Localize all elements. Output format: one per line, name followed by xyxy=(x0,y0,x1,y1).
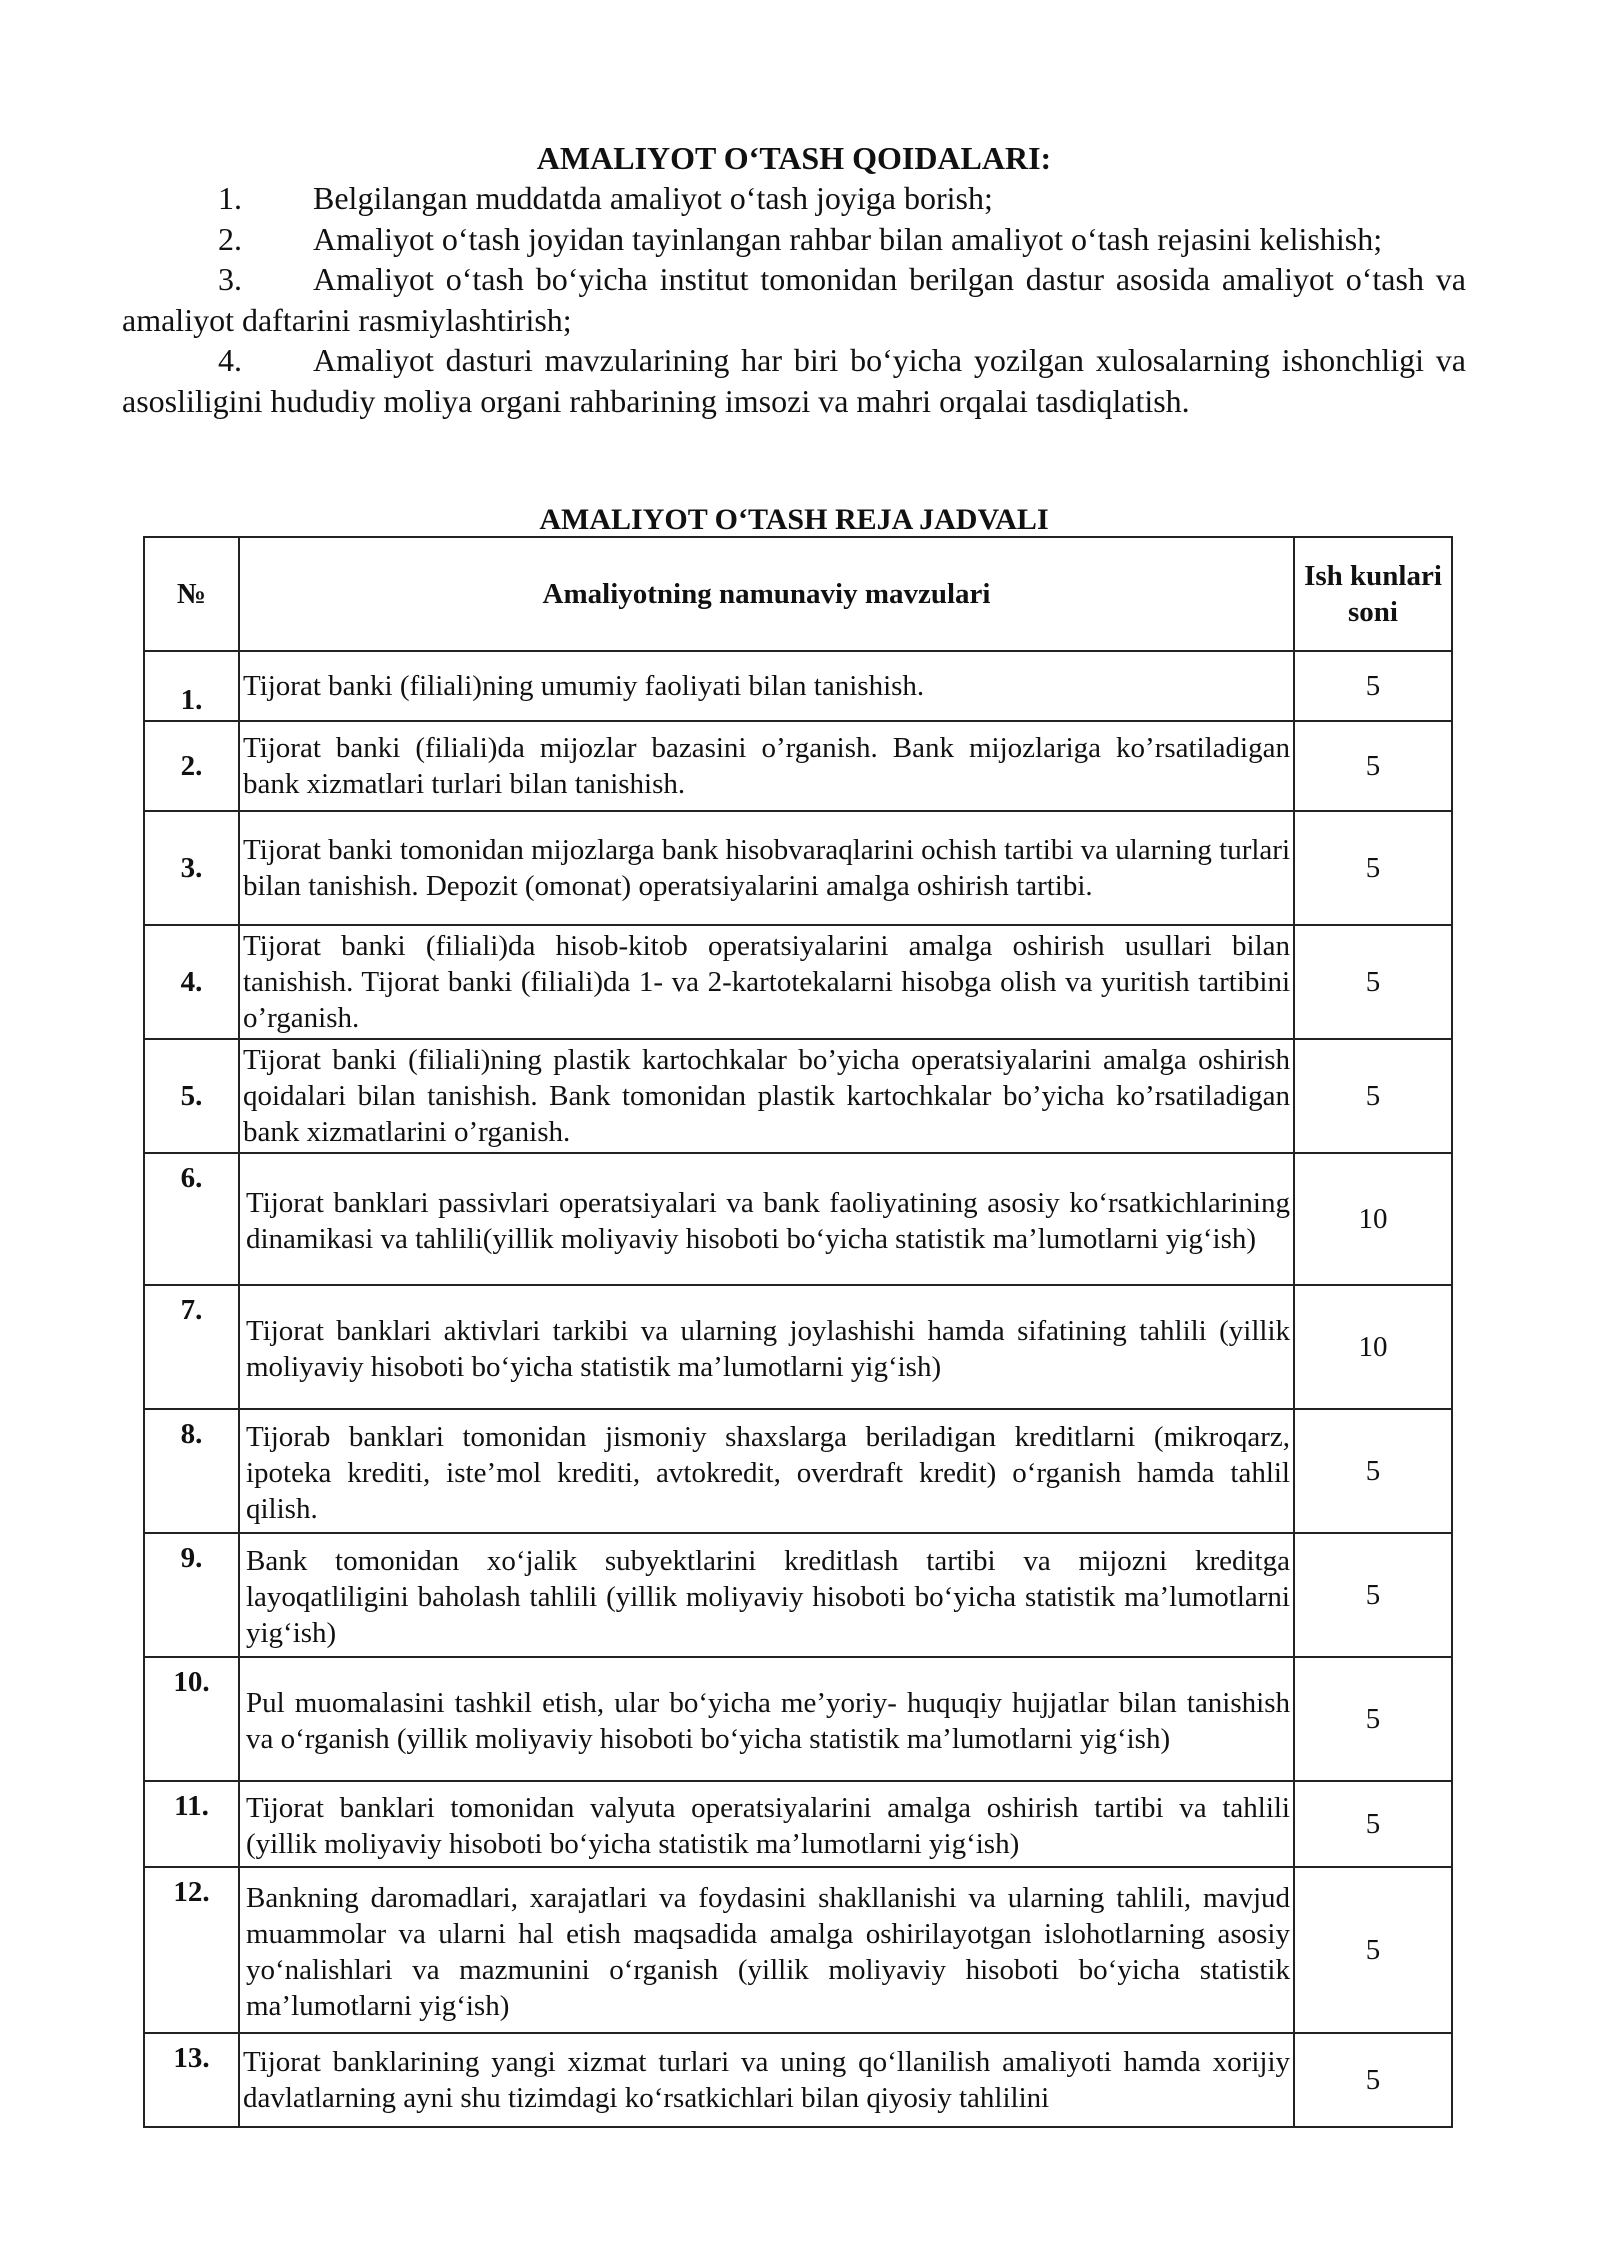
row-number: 10. xyxy=(144,1657,239,1781)
table-row xyxy=(144,651,1452,721)
rule-text: Amaliyot dasturi mavzularining har biri bo‘yicha yozilgan xulosalarning ishonchligi va asosliligini hududiy moliya organi rahbarining imsozi va mahri orqalai tasdiqlatish. xyxy=(122,342,1466,419)
table-row xyxy=(144,1657,1452,1781)
row-number: 6. xyxy=(144,1153,239,1285)
table-row xyxy=(144,1867,1452,2033)
row-number: 5. xyxy=(144,1039,239,1153)
table-row xyxy=(144,2033,1452,2127)
row-days: 5 xyxy=(1294,1533,1452,1657)
header-days: Ish kunlari soni xyxy=(1294,537,1452,651)
rule-number: 1. xyxy=(218,180,242,216)
row-days: 5 xyxy=(1294,925,1452,1039)
row-topic: Tijorat banklarining yangi xizmat turlari va uning qo‘llanilish amaliyoti hamda xorijiy davlatlarning ayni shu tizimdagi ko‘rsatkichlari bilan qiyosiy tahlilini xyxy=(239,2033,1294,2127)
row-number: 13. xyxy=(144,2033,239,2127)
row-number: 9. xyxy=(144,1533,239,1657)
row-days: 5 xyxy=(1294,1867,1452,2033)
row-number: 3. xyxy=(144,811,239,925)
row-days: 5 xyxy=(1294,721,1452,811)
row-number: 7. xyxy=(144,1285,239,1409)
rule-number: 4. xyxy=(218,342,242,378)
row-topic: Tijorat banklari tomonidan valyuta operatsiyalarini amalga oshirish tartibi va tahlili (yillik moliyaviy hisoboti bo‘yicha statistik ma’lumotlarni yig‘ish) xyxy=(239,1781,1294,1867)
rule-text: Belgilangan muddatda amaliyot o‘tash joyiga borish; xyxy=(313,180,993,216)
row-days: 5 xyxy=(1294,1039,1452,1153)
row-number: 12. xyxy=(144,1867,239,2033)
table-row xyxy=(144,1285,1452,1409)
row-days: 5 xyxy=(1294,651,1452,721)
row-days: 5 xyxy=(1294,811,1452,925)
row-days: 10 xyxy=(1294,1153,1452,1285)
table-row xyxy=(144,721,1452,811)
row-number: 11. xyxy=(144,1781,239,1867)
row-days: 5 xyxy=(1294,1409,1452,1533)
row-topic: Tijorat banki (filiali)da mijozlar bazasini o’rganish. Bank mijozlariga ko’rsatiladigan bank xizmatlari turlari bilan tanishish. xyxy=(239,721,1294,811)
table-row xyxy=(144,811,1452,925)
rule-number: 3. xyxy=(218,261,242,297)
row-topic: Tijorat banklari passivlari operatsiyalari va bank faoliyatining asosiy ko‘rsatkichlarining dinamikasi va tahlili(yillik moliyaviy hisoboti bo‘yicha statistik ma’lumotlarni yig‘ish) xyxy=(239,1153,1294,1285)
rule-item xyxy=(122,340,1466,421)
row-number: 1. xyxy=(144,651,239,721)
row-topic: Bank tomonidan xo‘jalik subyektlarini kreditlash tartibi va mijozni kreditga layoqatliligini baholash tahlili (yillik moliyaviy hisoboti bo‘yicha statistik ma’lumotlarni yig‘ish) xyxy=(239,1533,1294,1657)
row-topic: Bankning daromadlari, xarajatlari va foydasini shakllanishi va ularning tahlili, mavjud muammolar va ularni hal etish maqsadida amalga oshirilayotgan islohotlarning asosiy yo‘nalishlari va mazmunini o‘rganish (yillik moliyaviy hisoboti bo‘yicha statistik ma’lumotlarni yig‘ish) xyxy=(239,1867,1294,2033)
rule-item xyxy=(122,259,1466,340)
row-topic: Tijorat banklari aktivlari tarkibi va ularning joylashishi hamda sifatining tahlili (yillik moliyaviy hisoboti bo‘yicha statistik ma’lumotlarni yig‘ish) xyxy=(239,1285,1294,1409)
row-topic: Tijorat banki (filiali)ning plastik kartochkalar bo’yicha operatsiyalarini amalga oshirish qoidalari bilan tanishish. Bank tomonidan plastik kartochkalar bo’yicha ko’rsatiladigan bank xizmatlarini o’rganish. xyxy=(239,1039,1294,1153)
row-topic: Tijorat banki tomonidan mijozlarga bank hisobvaraqlarini ochish tartibi va ularning turlari bilan tanishish. Depozit (omonat) operatsiyalarini amalga oshirish tartibi. xyxy=(239,811,1294,925)
row-topic: Tijorat banki (filiali)da hisob-kitob operatsiyalarini amalga oshirish usullari bilan tanishish. Tijorat banki (filiali)da 1- va 2-kartotekalarni hisobga olish va yuritish tartibini o’rganish. xyxy=(239,925,1294,1039)
rules-list xyxy=(122,178,1466,421)
row-topic: Pul muomalasini tashkil etish, ular bo‘yicha me’yoriy- huquqiy hujjatlar bilan tanishish va o‘rganish (yillik moliyaviy hisoboti bo‘yicha statistik ma’lumotlarni yig‘ish) xyxy=(239,1657,1294,1781)
rule-text: Amaliyot o‘tash bo‘yicha institut tomonidan berilgan dastur asosida amaliyot o‘tash va amaliyot daftarini rasmiylashtirish; xyxy=(122,261,1466,338)
table-row xyxy=(144,1781,1452,1867)
table-row xyxy=(144,1039,1452,1153)
row-number: 4. xyxy=(144,925,239,1039)
row-number: 2. xyxy=(144,721,239,811)
table-row xyxy=(144,925,1452,1039)
row-days: 5 xyxy=(1294,1781,1452,1867)
plan-table xyxy=(143,536,1453,2128)
table-row xyxy=(144,1153,1452,1285)
table-header-row xyxy=(144,537,1452,651)
rule-number: 2. xyxy=(218,220,242,257)
rule-item xyxy=(122,219,1466,260)
row-days: 10 xyxy=(1294,1285,1452,1409)
row-topic: Tijorab banklari tomonidan jismoniy shaxslarga beriladigan kreditlarni (mikroqarz, ipoteka krediti, iste’mol krediti, avtokredit, overdraft kredit) o‘rganish hamda tahlil qilish. xyxy=(239,1409,1294,1533)
row-days: 5 xyxy=(1294,1657,1452,1781)
header-topic: Amaliyotning namunaviy mavzulari xyxy=(239,537,1294,651)
row-number: 8. xyxy=(144,1409,239,1533)
row-days: 5 xyxy=(1294,2033,1452,2127)
table-row xyxy=(144,1409,1452,1533)
rule-text: Amaliyot o‘tash joyidan tayinlangan rahbar bilan amaliyot o‘tash rejasini kelishish; xyxy=(313,220,1383,257)
row-topic: Tijorat banki (filiali)ning umumiy faoliyati bilan tanishish. xyxy=(239,651,1294,721)
rule-item xyxy=(122,178,1466,219)
header-number: № xyxy=(144,537,239,651)
rules-title: AMALIYOT O‘TASH QOIDALARI: xyxy=(536,140,1052,176)
plan-title: AMALIYOT O‘TASH REJA JADVALI xyxy=(539,503,1049,536)
table-row xyxy=(144,1533,1452,1657)
